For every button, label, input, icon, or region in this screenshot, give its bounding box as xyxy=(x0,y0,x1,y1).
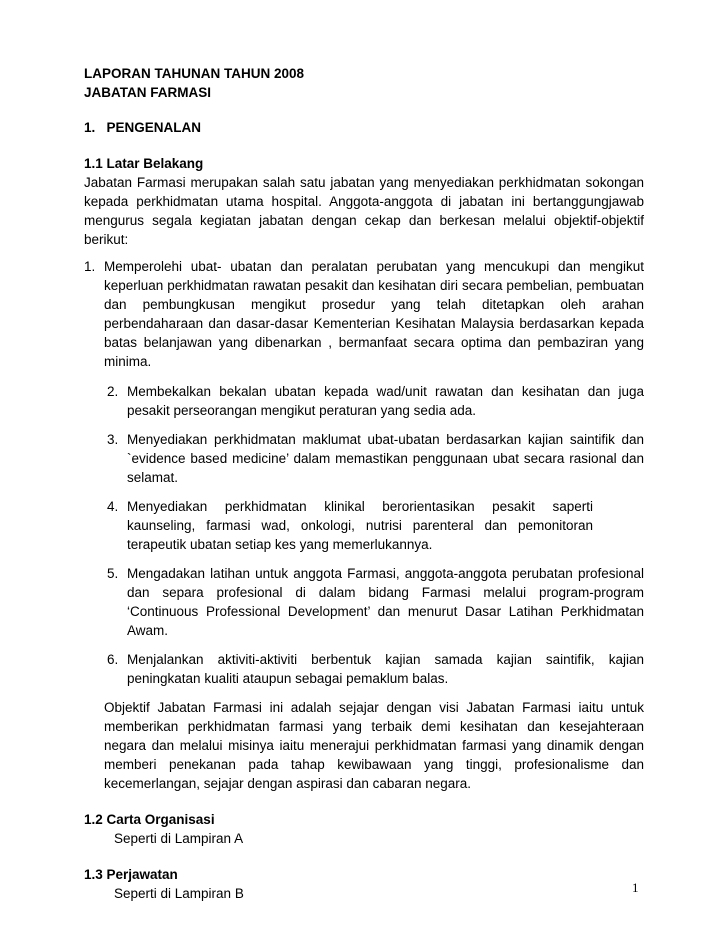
objective-number: 1. xyxy=(84,259,96,274)
objective-item-2 xyxy=(107,382,644,420)
subsection-heading-carta-organisasi: 1.2 Carta Organisasi xyxy=(84,812,215,827)
objective-text: Menjalankan aktiviti-aktiviti berbentuk kajian samada kajian saintifik, kajian peningkatan kualiti ataupun sebagai pemaklum balas. xyxy=(127,652,644,686)
page-number: 1 xyxy=(632,880,639,895)
objective-number: 6. xyxy=(107,652,119,667)
objective-item-6 xyxy=(107,650,644,688)
objective-text: Memperolehi ubat- ubatan dan peralatan perubatan yang mencukupi dan mengikut keperluan perkhidmatan rawatan pesakit dan kesihatan diri secara pembelian, pembuatan dan pembungkusan mengikut prosedur yang telah ditetapkan oleh arahan perbendaharaan dan dasar-dasar Kementerian Kesihatan Malaysia berdasarkan kepada batas belanjawan yang dibenarkan , bermanfaat secara optima dan pembaziran yang minima. xyxy=(104,259,644,369)
objective-item-1 xyxy=(84,257,644,371)
subsection-heading-perjawatan: 1.3 Perjawatan xyxy=(84,867,178,882)
objective-number: 2. xyxy=(107,384,119,399)
closing-paragraph: Objektif Jabatan Farmasi ini adalah sejajar dengan visi Jabatan Farmasi iaitu untuk memberikan perkhidmatan farmasi yang terbaik demi kesihatan dan kesejahteraan negara dan melalui misinya iaitu menerajui perkhidmatan farmasi yang dinamik dengan memberi penekanan pada tahap kewibawaan yang tinggi, profesionalisme dan kecemerlangan, sejajar dengan aspirasi dan cabaran negara. xyxy=(104,700,644,791)
objective-item-4 xyxy=(107,497,593,554)
objective-number: 4. xyxy=(107,499,119,514)
objective-number: 3. xyxy=(107,432,119,447)
objective-text: Menyediakan perkhidmatan klinikal berorientasikan pesakit saperti kaunseling, farmasi wad, onkologi, nutrisi parenteral dan pemonitoran terapeutik ubatan setiap kes yang memerlukannya. xyxy=(127,499,593,552)
report-title: LAPORAN TAHUNAN TAHUN 2008 xyxy=(84,66,305,81)
objective-list xyxy=(107,382,644,688)
staffing-reference: Seperti di Lampiran B xyxy=(114,886,244,901)
objective-text: Membekalkan bekalan ubatan kepada wad/unit rawatan dan kesihatan dan juga pesakit perseorangan mengikut peraturan yang sedia ada. xyxy=(127,384,644,418)
objective-item-5 xyxy=(107,564,644,640)
subsection-heading-latar-belakang: 1.1 Latar Belakang xyxy=(84,156,204,171)
objective-number: 5. xyxy=(107,566,119,581)
organisation-chart-reference: Seperti di Lampiran A xyxy=(114,831,244,846)
objective-text: Menyediakan perkhidmatan maklumat ubat-ubatan berdasarkan kajian saintifik dan `evidence based medicine’ dalam memastikan penggunaan ubat secara rasional dan selamat. xyxy=(127,432,644,485)
department-title: JABATAN FARMASI xyxy=(84,85,211,100)
objective-item-3 xyxy=(107,430,644,487)
document-body xyxy=(84,64,644,903)
objective-text: Mengadakan latihan untuk anggota Farmasi, anggota-anggota perubatan profesional dan separa profesional di dalam bidang Farmasi melalui program-program ‘Continuous Professional Development’ dan menurut Dasar Latihan Perkhidmatan Awam. xyxy=(127,566,644,638)
section-heading-pengenalan: 1. PENGENALAN xyxy=(84,120,202,135)
background-paragraph: Jabatan Farmasi merupakan salah satu jabatan yang menyediakan perkhidmatan sokongan kepada perkhidmatan utama hospital. Anggota-anggota di jabatan ini bertanggungjawab mengurus segala kegiatan jabatan dengan cekap dan berkesan melalui objektif-objektif berikut: xyxy=(84,175,644,247)
